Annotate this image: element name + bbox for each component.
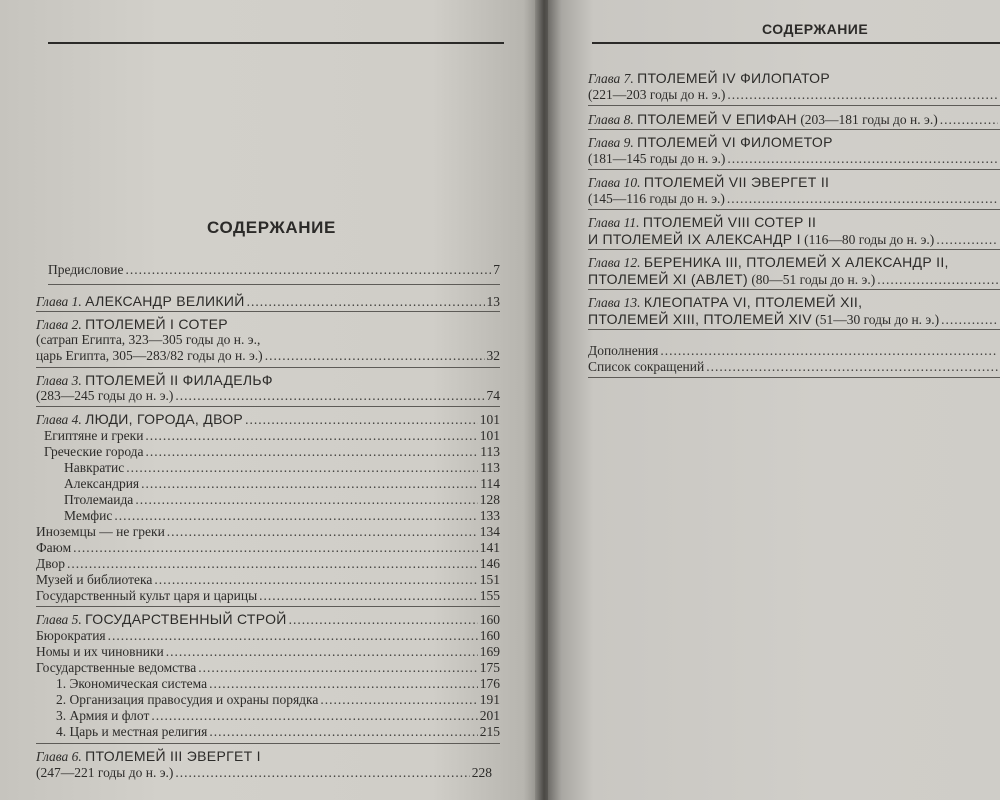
separator xyxy=(588,209,1000,210)
chapter-number: Глава 13. xyxy=(588,295,641,310)
page-number: 175 xyxy=(479,660,500,675)
page-number: 169 xyxy=(479,644,500,659)
page-number: 113 xyxy=(480,460,500,475)
chapter-number: Глава 8. xyxy=(588,112,634,127)
chapter-2-subtitle-last xyxy=(36,348,500,364)
chapter-dates: (80—51 годы до н. э.) xyxy=(751,272,876,287)
separator xyxy=(588,105,1000,106)
chapter-number: Глава 4. xyxy=(36,412,82,427)
chapter-title-continued: ПТОЛЕМЕЙ XIII, ПТОЛЕМЕЙ XIV xyxy=(588,311,812,327)
chapter-title: ПТОЛЕМЕЙ II ФИЛАДЕЛЬФ xyxy=(85,372,273,388)
leader-dots xyxy=(727,191,998,207)
leader-dots xyxy=(198,660,478,676)
toc-subentry xyxy=(44,444,500,460)
page-number: 160 xyxy=(479,612,500,627)
entry-label: Бюрократия xyxy=(36,628,106,643)
separator xyxy=(36,311,500,312)
chapter-number: Глава 6. xyxy=(36,749,82,764)
toc-entry-chapter-3-title xyxy=(36,372,273,389)
entry-label: Иноземцы — не греки xyxy=(36,524,165,539)
toc-entry-abbreviations xyxy=(588,359,1000,375)
toc-entry-chapter-6-title xyxy=(36,748,261,765)
chapter-title: ПТОЛЕМЕЙ VIII СОТЕР II xyxy=(642,214,817,230)
chapter-title: ПТОЛЕМЕЙ IV ФИЛОПАТОР xyxy=(637,70,831,86)
page-number: 101 xyxy=(479,428,500,443)
chapter-13-subtitle xyxy=(588,311,1000,328)
chapter-number: Глава 12. xyxy=(588,255,641,270)
entry-label: Номы и их чиновники xyxy=(36,644,164,659)
leader-dots xyxy=(108,628,478,644)
chapter-number: Глава 10. xyxy=(588,175,641,190)
separator xyxy=(588,289,1000,290)
chapter-dates: (203—181 годы до н. э.) xyxy=(800,112,938,127)
entry-label: Дополнения xyxy=(588,343,659,358)
chapter-title: КЛЕОПАТРА VI, ПТОЛЕМЕЙ XII, xyxy=(643,294,863,310)
page-number: 13 xyxy=(486,294,500,309)
header-rule xyxy=(48,42,504,44)
page-number: 146 xyxy=(479,556,500,571)
bleed-through-text xyxy=(350,14,470,24)
separator xyxy=(588,169,1000,170)
entry-label: Двор xyxy=(36,556,65,571)
chapter-number: Глава 3. xyxy=(36,373,82,388)
toc-entry-preface xyxy=(48,262,500,278)
entry-label: (283—245 годы до н. э.) xyxy=(36,388,174,403)
toc-entry-chapter-10-title xyxy=(588,174,829,191)
leader-dots xyxy=(145,428,477,444)
leader-dots xyxy=(706,359,998,375)
page-number: 201 xyxy=(479,708,500,723)
entry-label: Государственный культ царя и царицы xyxy=(36,588,258,603)
toc-subentry xyxy=(36,644,500,660)
leader-dots xyxy=(727,87,998,103)
toc-entry-chapter-13-title xyxy=(588,294,862,311)
toc-subentry xyxy=(56,692,500,708)
separator xyxy=(588,249,1000,250)
page-number: 141 xyxy=(479,540,500,555)
chapter-10-subtitle xyxy=(588,191,1000,207)
leader-dots xyxy=(175,765,469,781)
chapter-9-subtitle xyxy=(588,151,1000,167)
toc-entry-appendix xyxy=(588,343,1000,359)
toc-subentry xyxy=(64,460,500,476)
entry-label: (247—221 годы до н. э.) xyxy=(36,765,174,780)
chapter-title: ПТОЛЕМЕЙ I СОТЕР xyxy=(85,316,228,332)
entry-label: Греческие города xyxy=(44,444,144,459)
entry-label: (145—116 годы до н. э.) xyxy=(588,191,725,206)
chapter-title: БЕРЕНИКА III, ПТОЛЕМЕЙ X АЛЕКСАНДР II, xyxy=(643,254,949,270)
toc-entry-chapter-9-title xyxy=(588,134,833,151)
leader-dots xyxy=(175,388,484,404)
leader-dots xyxy=(141,476,478,492)
chapter-title: ПТОЛЕМЕЙ III ЭВЕРГЕТ I xyxy=(85,748,261,764)
separator xyxy=(36,367,500,368)
chapter-number: Глава 5. xyxy=(36,612,82,627)
leader-dots xyxy=(877,272,998,288)
chapter-title: ПТОЛЕМЕЙ V ЕПИФАН xyxy=(637,111,797,127)
entry-label: Музей и библиотека xyxy=(36,572,153,587)
chapter-7-subtitle xyxy=(588,87,1000,103)
toc-subentry xyxy=(64,476,500,492)
leader-dots xyxy=(114,508,477,524)
toc-title: СОДЕРЖАНИЕ xyxy=(207,218,336,237)
entry-label: Мемфис xyxy=(64,508,113,523)
leader-dots xyxy=(265,348,485,364)
chapter-title-continued: ПТОЛЕМЕЙ XI (АВЛЕТ) xyxy=(588,271,748,287)
page-number: 101 xyxy=(479,412,500,427)
page-number: 32 xyxy=(486,348,500,363)
toc-subentry xyxy=(36,628,500,644)
chapter-11-subtitle xyxy=(588,231,1000,248)
entry-label: 3. Армия и флот xyxy=(56,708,150,723)
leader-dots xyxy=(247,294,485,310)
entry-label: Египтяне и греки xyxy=(44,428,144,443)
leader-dots xyxy=(154,572,477,588)
chapter-number: Глава 9. xyxy=(588,135,634,150)
separator xyxy=(36,606,500,607)
toc-subentry xyxy=(36,556,500,572)
toc-entry-chapter-2-title xyxy=(36,316,228,333)
toc-subentry xyxy=(36,572,500,588)
leader-dots xyxy=(126,460,478,476)
chapter-number: Глава 2. xyxy=(36,317,82,332)
chapter-number: Глава 11. xyxy=(588,215,640,230)
toc-subentry xyxy=(56,724,500,740)
page-number: 7 xyxy=(493,262,500,277)
leader-dots xyxy=(166,644,478,660)
toc-subentry xyxy=(44,428,500,444)
chapter-6-subtitle xyxy=(36,765,492,781)
separator xyxy=(588,329,1000,330)
chapter-title: ЛЮДИ, ГОРОДА, ДВОР xyxy=(85,411,244,427)
leader-dots xyxy=(209,676,478,692)
leader-dots xyxy=(67,556,478,572)
header-rule xyxy=(592,42,1000,44)
running-head: СОДЕРЖАНИЕ xyxy=(762,21,869,37)
leader-dots xyxy=(125,262,491,278)
page-number: 151 xyxy=(479,572,500,587)
leader-dots xyxy=(151,708,477,724)
leader-dots xyxy=(660,343,998,359)
page-number: 228 xyxy=(471,765,492,780)
page-number: 74 xyxy=(486,388,500,403)
separator xyxy=(36,743,500,744)
leader-dots xyxy=(936,232,998,248)
leader-dots xyxy=(289,612,478,628)
entry-label: Список сокращений xyxy=(588,359,705,374)
page-number: 155 xyxy=(479,588,500,603)
separator xyxy=(36,406,500,407)
separator xyxy=(48,284,500,285)
leader-dots xyxy=(135,492,477,508)
separator xyxy=(588,129,1000,130)
toc-entry-chapter-8 xyxy=(588,111,1000,128)
toc-subentry xyxy=(56,708,500,724)
page-number: 113 xyxy=(480,444,500,459)
entry-label: (221—203 годы до н. э.) xyxy=(588,87,726,102)
entry-label: (181—145 годы до н. э.) xyxy=(588,151,726,166)
entry-label: 4. Царь и местная религия xyxy=(56,724,208,739)
leader-dots xyxy=(73,540,478,556)
entry-label: царь Египта, 305—283/82 годы до н. э.) xyxy=(36,348,263,363)
separator xyxy=(588,377,1000,378)
page-number: 134 xyxy=(479,524,500,539)
entry-label: Александрия xyxy=(64,476,140,491)
toc-subentry xyxy=(36,588,500,604)
toc-subentry xyxy=(64,492,500,508)
leader-dots xyxy=(941,312,998,328)
page-number: 191 xyxy=(479,692,500,707)
chapter-title: ГОСУДАРСТВЕННЫЙ СТРОЙ xyxy=(85,611,287,627)
toc-entry-chapter-12-title xyxy=(588,254,949,271)
page-number: 133 xyxy=(479,508,500,523)
toc-entry-chapter-7-title xyxy=(588,70,830,87)
entry-label: Предисловие xyxy=(48,262,124,277)
leader-dots xyxy=(167,524,478,540)
chapter-title: ПТОЛЕМЕЙ VI ФИЛОМЕТОР xyxy=(637,134,833,150)
leader-dots xyxy=(727,151,998,167)
toc-entry-chapter-1 xyxy=(36,293,500,310)
leader-dots xyxy=(146,444,479,460)
leader-dots xyxy=(245,412,478,428)
toc-subentry xyxy=(36,540,500,556)
toc-entry-chapter-5 xyxy=(36,611,500,628)
chapter-3-subtitle xyxy=(36,388,500,404)
entry-label: Государственные ведомства xyxy=(36,660,197,675)
leader-dots xyxy=(209,724,477,740)
leader-dots xyxy=(940,112,998,128)
toc-subentry xyxy=(36,524,500,540)
entry-label: 1. Экономическая система xyxy=(56,676,208,691)
page-number: 176 xyxy=(479,676,500,691)
chapter-title: АЛЕКСАНДР ВЕЛИКИЙ xyxy=(85,293,245,309)
toc-entry-chapter-4 xyxy=(36,411,500,428)
chapter-dates: (51—30 годы до н. э.) xyxy=(815,312,940,327)
entry-label: Птолемаида xyxy=(64,492,134,507)
chapter-number: Глава 7. xyxy=(588,71,634,86)
toc-subentry xyxy=(56,676,500,692)
chapter-2-subtitle: (сатрап Египта, 323—305 годы до н. э., xyxy=(36,332,261,347)
chapter-12-subtitle xyxy=(588,271,1000,288)
entry-label: Навкратис xyxy=(64,460,125,475)
chapter-dates: (116—80 годы до н. э.) xyxy=(804,232,935,247)
leader-dots xyxy=(320,692,477,708)
chapter-number: Глава 1. xyxy=(36,294,82,309)
toc-subentry xyxy=(36,660,500,676)
page-number: 128 xyxy=(479,492,500,507)
toc-subentry xyxy=(64,508,500,524)
page-number: 215 xyxy=(479,724,500,739)
page-number: 160 xyxy=(479,628,500,643)
leader-dots xyxy=(259,588,478,604)
toc-entry-chapter-11-title xyxy=(588,214,816,231)
entry-label: Фаюм xyxy=(36,540,72,555)
entry-label: 2. Организация правосудия и охраны порядка xyxy=(56,692,319,707)
page-number: 114 xyxy=(480,476,500,491)
chapter-title-continued: И ПТОЛЕМЕЙ IX АЛЕКСАНДР I xyxy=(588,231,801,247)
chapter-title: ПТОЛЕМЕЙ VII ЭВЕРГЕТ II xyxy=(643,174,830,190)
